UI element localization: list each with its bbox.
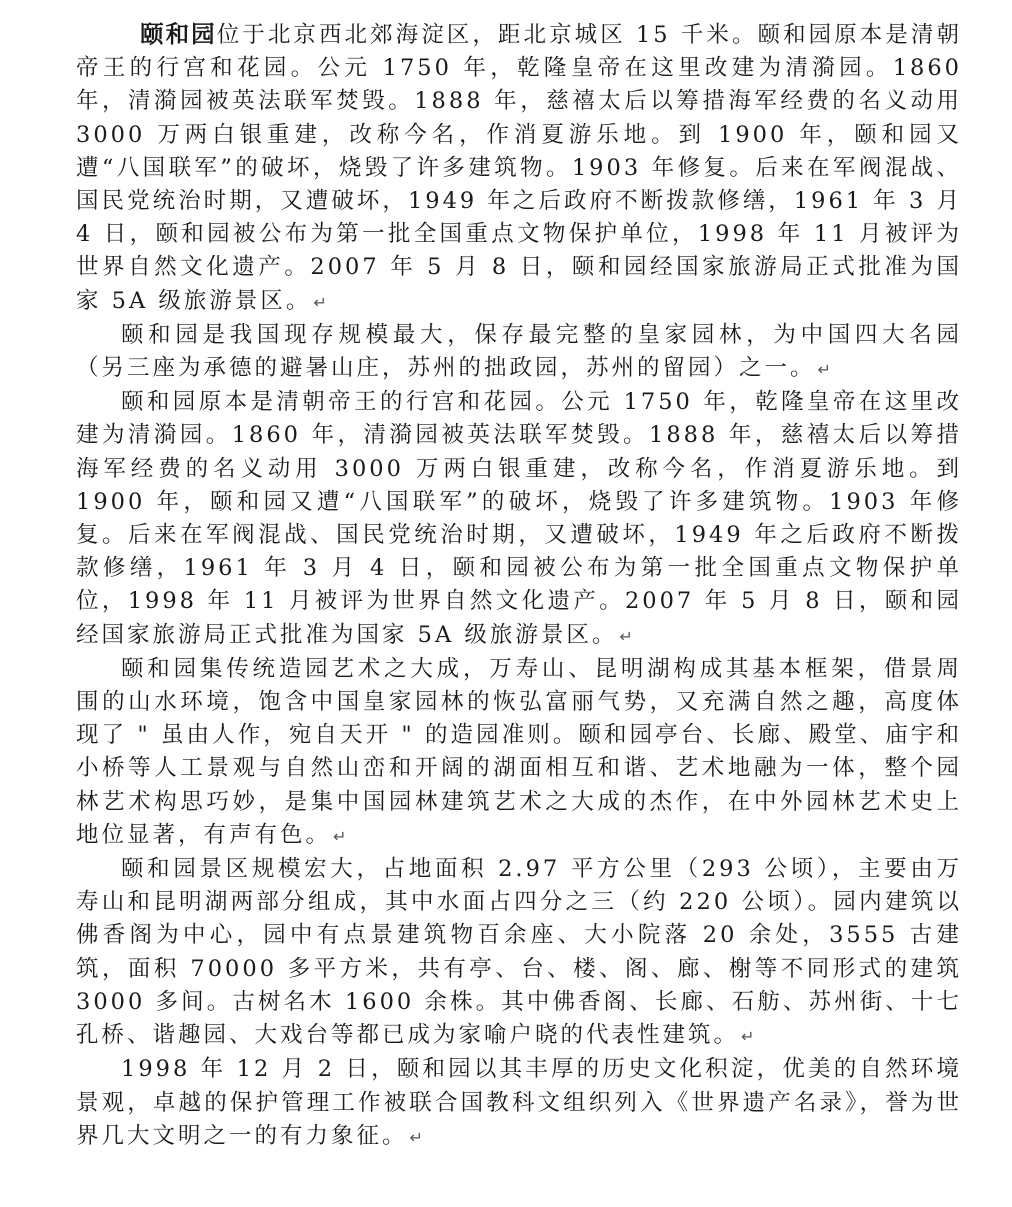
- paragraph-text: 1998 年 12 月 2 日，颐和园以其丰厚的历史文化积淀，优美的自然环境景观，卓越的保护管理工作被联合国教科文组织列入《世界遗产名录》，誉为世界几大文明之一的有力象征。: [76, 1056, 962, 1149]
- paragraph-3: [76, 386, 962, 653]
- paragraph-text: 颐和园景区规模宏大，占地面积 2.97 平方公里（293 公顷），主要由万寿山和昆明湖两部分组成，其中水面占四分之三（约 220 公顷）。园内建筑以佛香阁为中心，园中有点景建筑物百余座、大小院落 20 余处，3555 古建筑，面积 70000 多平方米，共有亭、台、楼、阁、廊、榭等不同形式的建筑 3000 多间。古树名木 1600 余株。其中佛香阁、长廊、石舫、苏州街、十七孔桥、谐趣园、大戏台等都已成为家喻户晓的代表性建筑。: [76, 856, 962, 1049]
- paragraph-5: [76, 853, 962, 1053]
- paragraph-mark-icon: ↵: [333, 826, 347, 846]
- paragraph-4: [76, 653, 962, 853]
- paragraph-2: [76, 319, 962, 386]
- paragraph-text: 颐和园集传统造园艺术之大成，万寿山、昆明湖构成其基本框架，借景周围的山水环境，饱含中国皇家园林的恢弘富丽气势，又充满自然之趣，高度体现了 " 虽由人作，宛自天开 " 的造园准则。颐和园亭台、长廊、殿堂、庙宇和小桥等人工景观与自然山峦和开阔的湖面相互和谐、艺术地融为一体，整个园林艺术构思巧妙，是集中国园林建筑艺术之大成的杰作，在中外园林艺术史上地位显著，有声有色。: [76, 655, 962, 848]
- paragraph-mark-icon: ↵: [817, 360, 831, 380]
- paragraph-text: 颐和园是我国现存规模最大，保存最完整的皇家园林，为中国四大名园（另三座为承德的避暑山庄，苏州的拙政园，苏州的留园）之一。: [76, 321, 962, 382]
- paragraph-text: 颐和园原本是清朝帝王的行宫和花园。公元 1750 年，乾隆皇帝在这里改建为清漪园。1860 年，清漪园被英法联军焚毁。1888 年，慈禧太后以筹措海军经费的名义动用 3000 万两白银重建，改称今名，作消夏游乐地。到 1900 年，颐和园又遭“八国联军”的破坏，烧毁了许多建筑物。1903 年修复。后来在军阀混战、国民党统治时期，又遭破坏，1949 年之后政府不断拨款修缮，1961 年 3 月 4 日，颐和园被公布为第一批全国重点文物保护单位，1998 年 11 月被评为世界自然文化遗产。2007 年 5 月 8 日，颐和园经国家旅游局正式批准为国家 5A 级旅游景区。: [76, 389, 962, 648]
- paragraph-text: 位于北京西北郊海淀区，距北京城区 15 千米。颐和园原本是清朝帝王的行宫和花园。公元 1750 年，乾隆皇帝在这里改建为清漪园。1860 年，清漪园被英法联军焚毁。1888 年，慈禧太后以筹措海军经费的名义动用 3000 万两白银重建，改称今名，作消夏游乐地。到 1900 年，颐和园又遭“八国联军”的破坏，烧毁了许多建筑物。1903 年修复。后来在军阀混战、国民党统治时期，又遭破坏，1949 年之后政府不断拨款修缮，1961 年 3 月 4 日，颐和园被公布为第一批全国重点文物保护单位，1998 年 11 月被评为世界自然文化遗产。2007 年 5 月 8 日，颐和园经国家旅游局正式批准为国家 5A 级旅游景区。: [76, 22, 963, 314]
- paragraph-mark-icon: ↵: [741, 1027, 755, 1047]
- paragraph-1: [76, 18, 962, 319]
- paragraph-6: [76, 1053, 962, 1154]
- paragraph-mark-icon: ↵: [313, 292, 327, 312]
- paragraph-mark-icon: ↵: [409, 1127, 423, 1147]
- lead-title: 颐和园: [140, 20, 217, 48]
- document-body: [76, 18, 962, 1154]
- paragraph-mark-icon: ↵: [619, 626, 633, 646]
